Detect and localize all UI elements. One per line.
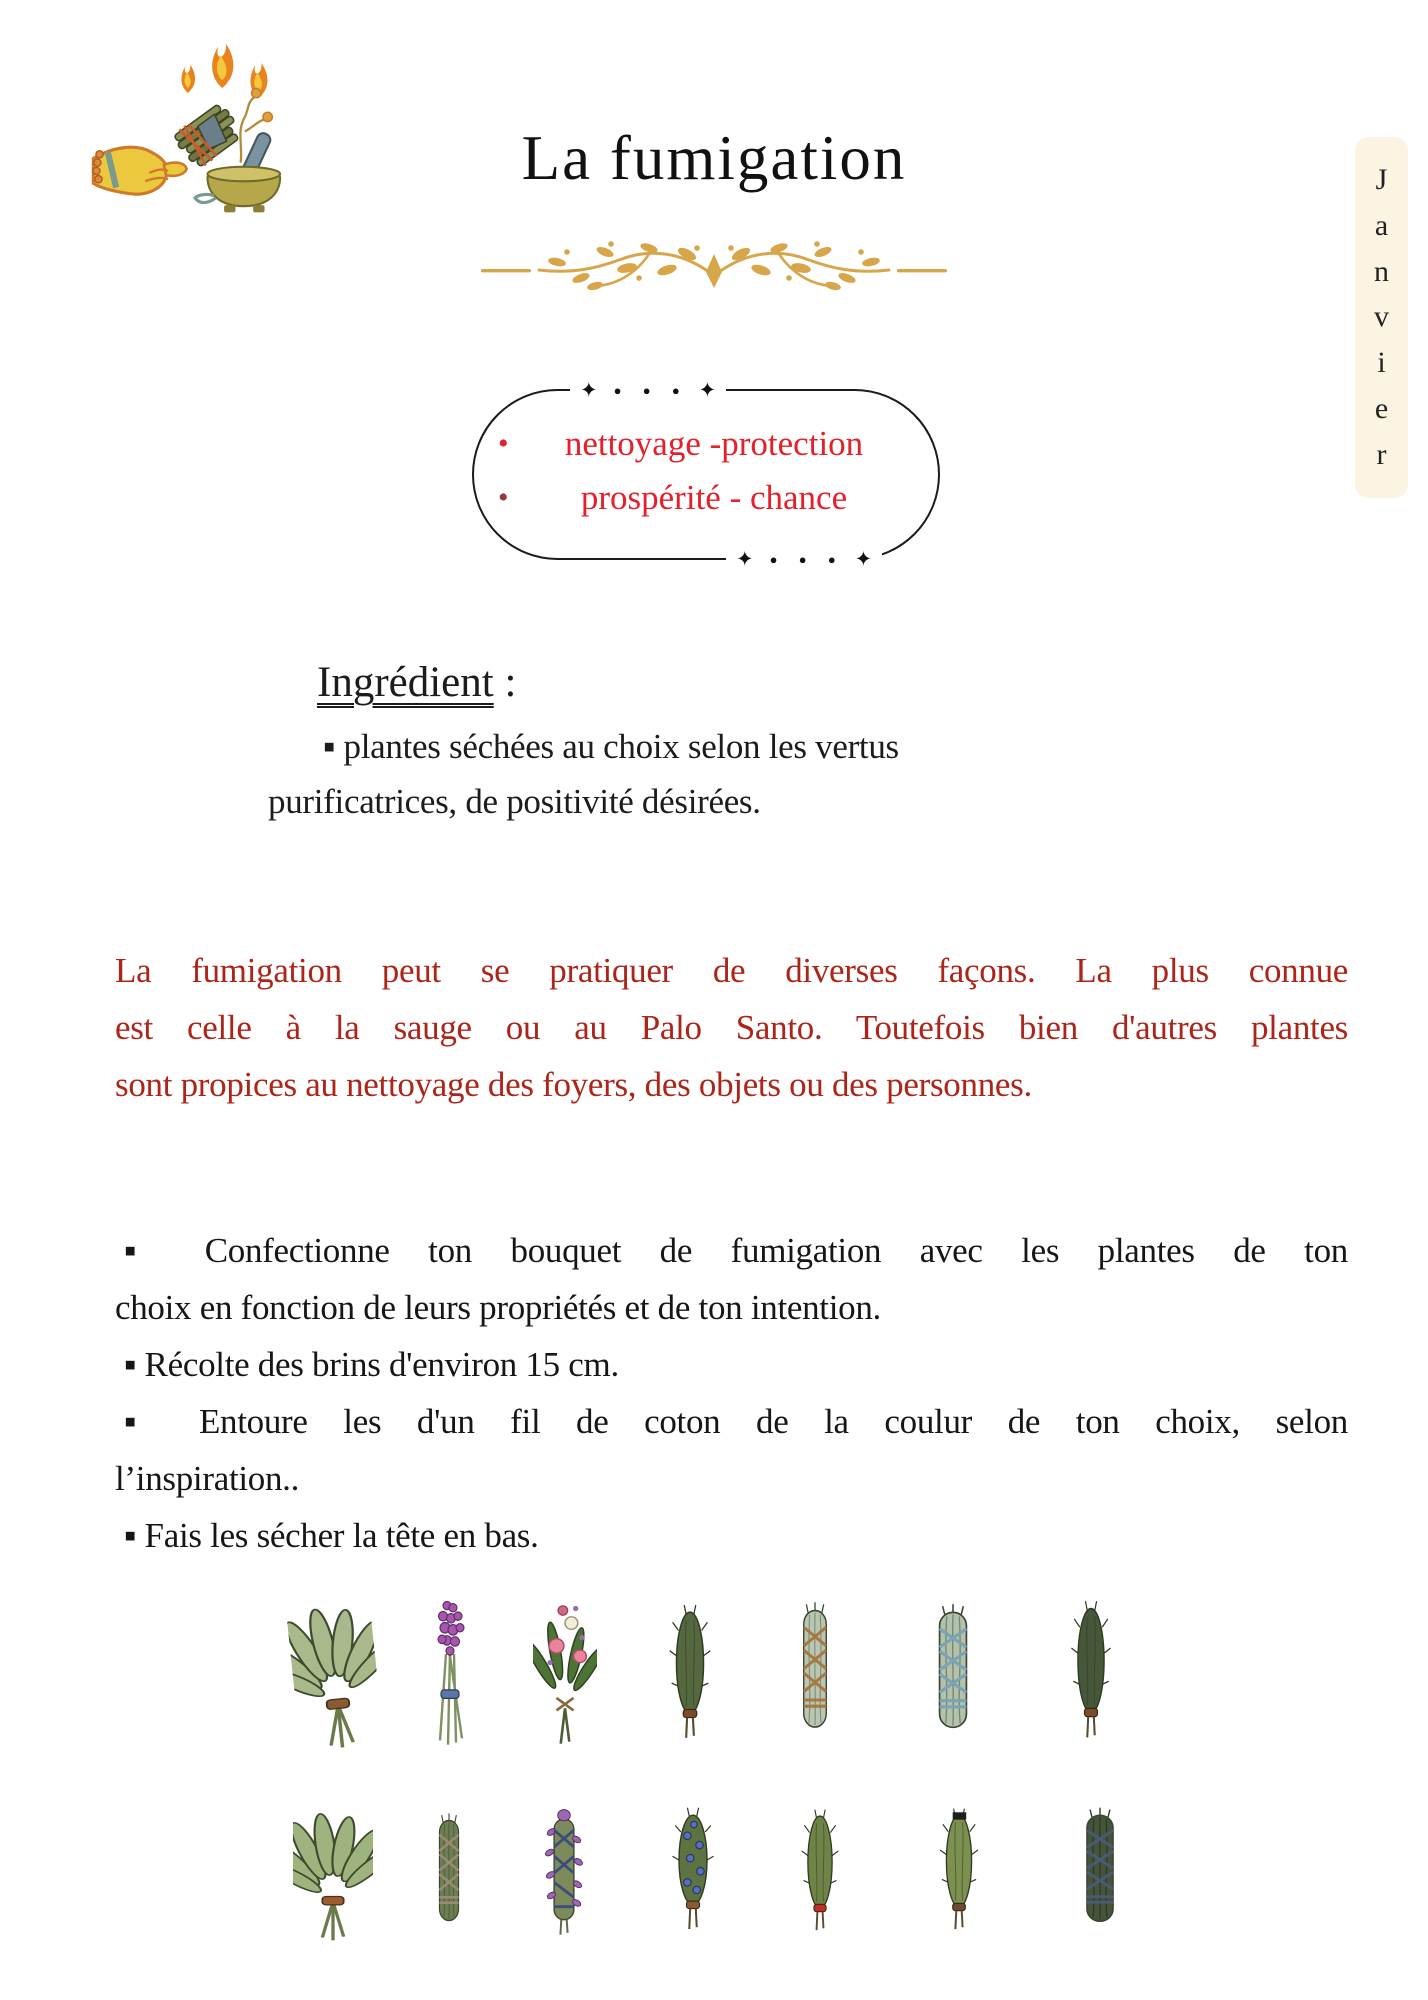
herb-bundle <box>537 1804 591 1944</box>
decorative-divider-icon <box>479 238 949 304</box>
tab-letter: n <box>1374 254 1389 288</box>
herb-bundle-icon <box>285 1594 385 1757</box>
herb-bundle <box>661 1600 719 1752</box>
capsule-item-label: prospérité - chance <box>580 478 848 517</box>
capsule-item <box>474 471 938 525</box>
ingredients-section <box>268 658 908 829</box>
herb-bundle-icon <box>537 1804 591 1944</box>
step-line: ▪ Entoure les d'un fil de coton de la coulur de ton choix, selon <box>124 1402 1348 1441</box>
star-icon: ✦ <box>736 546 754 571</box>
herb-bundle <box>533 1596 597 1752</box>
herb-bundle-icon <box>1070 1802 1130 1944</box>
ingredient-line: ▪ plantes séchées au choix selon les vertus <box>323 727 899 766</box>
capsule-item <box>474 417 938 471</box>
tab-letter: r <box>1376 437 1387 471</box>
herb-bundle-icon <box>427 1808 471 1942</box>
step-line: ▪ Confectionne ton bouquet de fumigation avec les plantes de ton <box>124 1231 1348 1270</box>
herb-bundle-icon <box>932 1804 986 1942</box>
herb-bundle <box>420 1593 480 1751</box>
herb-bundle-icon <box>665 1804 721 1944</box>
paragraph-line: sont propices au nettoyage des foyers, des objets ou des personnes. <box>115 1065 1032 1104</box>
herb-bundle <box>922 1598 984 1752</box>
herb-bundle-icon <box>1063 1596 1119 1752</box>
star-icon: ✦ <box>854 546 873 571</box>
herb-bundle-icon <box>533 1596 597 1752</box>
paragraph-line: La fumigation peut se pratiquer de diverses façons. La plus connue <box>115 951 1348 990</box>
ingredients-heading-colon: : <box>493 659 517 706</box>
herb-bundle-icon <box>794 1805 846 1943</box>
tab-letter: i <box>1377 346 1386 380</box>
step-line: ▪ Fais les sécher la tête en bas. <box>124 1516 539 1555</box>
paragraph-line: est celle à la sauge ou au Palo Santo. Toutefois bien d'autres plantes <box>115 1008 1348 1047</box>
dots-icon: ● ● ● <box>769 551 845 567</box>
capsule-item-label: nettoyage -protection <box>564 424 864 463</box>
herb-bundle-icon <box>922 1598 984 1752</box>
bullet-icon: • <box>498 481 509 514</box>
star-icon: ✦ <box>698 377 717 402</box>
bullet-icon: • <box>498 427 509 460</box>
herb-bundle <box>789 1596 841 1752</box>
ingredients-heading-text: Ingrédient <box>317 659 494 706</box>
steps-list <box>115 1222 1348 1564</box>
dots-icon: ● ● ● <box>613 382 689 398</box>
tab-letter: J <box>1375 163 1388 196</box>
herb-bundle <box>1063 1596 1119 1752</box>
ingredient-line: purificatrices, de positivité désirées. <box>268 782 761 821</box>
star-icon: ✦ <box>580 377 598 402</box>
herb-bundle-icon <box>789 1596 841 1752</box>
tab-letter: v <box>1374 300 1389 334</box>
keywords-capsule <box>472 377 940 571</box>
step-line: ▪ Récolte des brins d'environ 15 cm. <box>124 1345 619 1384</box>
step-line: l’inspiration.. <box>115 1459 300 1498</box>
herb-bundle <box>794 1805 846 1943</box>
tab-letter: a <box>1374 208 1389 242</box>
capsule-ornament-bottom <box>726 545 882 573</box>
herb-bundle <box>293 1805 373 1945</box>
month-tab-janvier[interactable] <box>1355 137 1408 498</box>
flame-icon <box>181 65 195 93</box>
herb-bundle <box>665 1804 721 1944</box>
flame-icon <box>212 44 233 88</box>
herb-bundle <box>427 1808 471 1942</box>
intro-paragraph <box>115 942 1348 1113</box>
herb-bundle-icon <box>661 1600 719 1752</box>
herb-bundle-icon <box>293 1805 373 1945</box>
capsule-ornament-top <box>570 376 726 404</box>
herb-bundle <box>932 1804 986 1942</box>
ingredients-heading <box>317 658 908 707</box>
herb-bundle <box>1070 1802 1130 1944</box>
herb-bundle-icon <box>420 1593 480 1751</box>
page-title: La fumigation <box>521 123 907 193</box>
herb-bundle <box>285 1594 385 1757</box>
tab-letter: e <box>1374 392 1389 426</box>
step-line: choix en fonction de leurs propriétés et de ton intention. <box>115 1288 881 1327</box>
